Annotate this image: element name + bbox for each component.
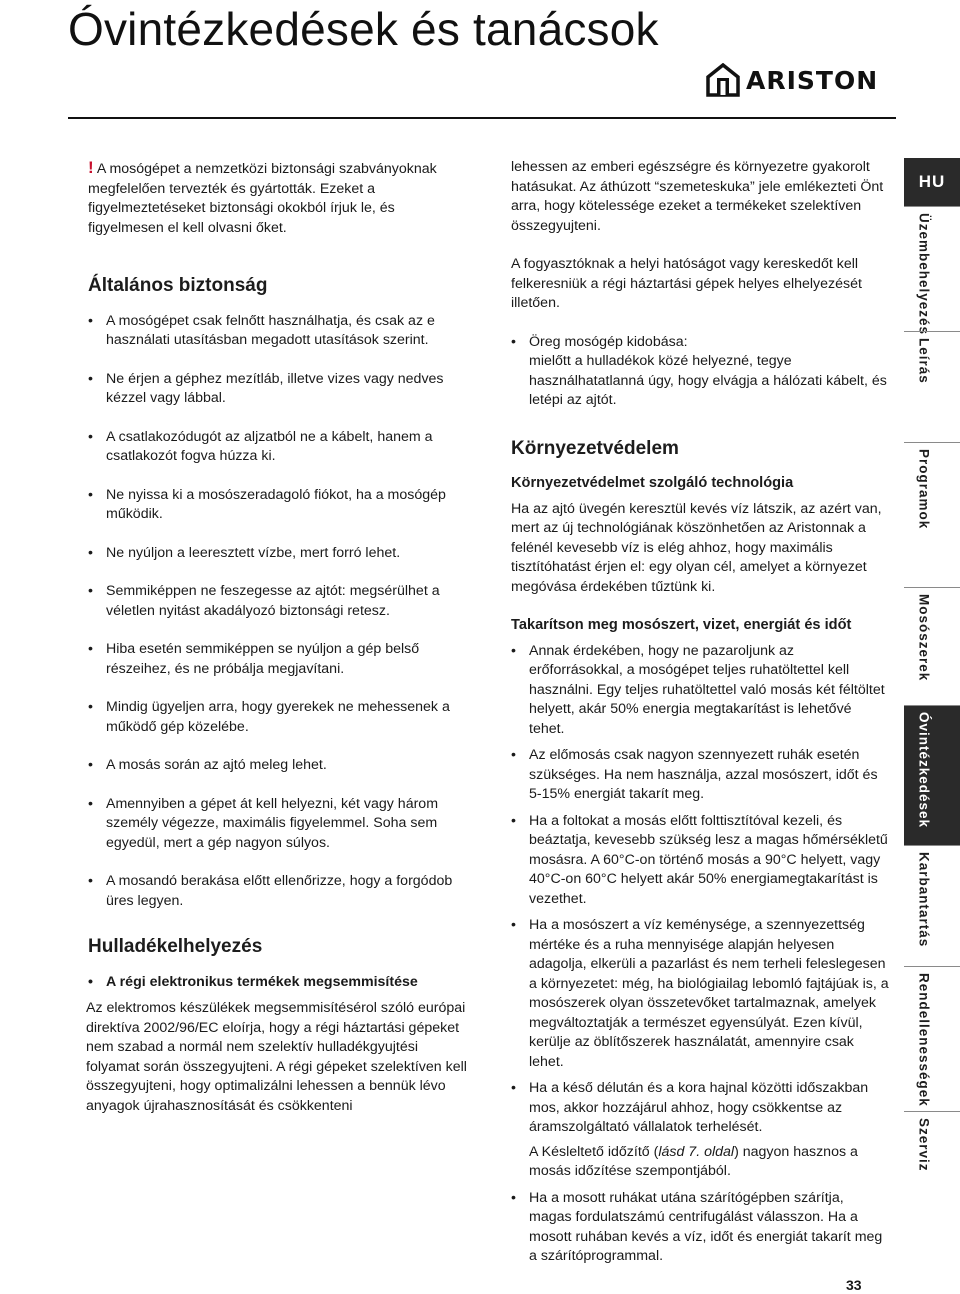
list-item: • Ne nyissa ki a mosószeradagoló fiókot, ha a mosógép működik. [88,486,470,525]
house-icon [706,63,740,97]
tab-uzembehelyezes[interactable]: Üzembehelyezés [904,206,960,332]
tab-programok[interactable]: Programok [904,442,960,587]
tab-leiras[interactable]: Leírás [904,331,960,442]
list-item: • Semmiképpen ne feszegesse az ajtót: megsérülhet a véletlen nyitást akadályozó biztonsági retesz. [88,582,470,621]
technology-text: Ha az ajtó üvegén keresztül kevés víz látszik, az azért van, mert az új technológiának köszönhetően az Aristonnak a felénél kevesebb víz is elég ahhoz, hogy maximális tisztítóhatást érjen el: egy olyan cél, amelyet a környezet megóvása érdekében tűztünk ki. [511,500,882,595]
warning-mark: ! [88,158,94,177]
left-column [88,158,470,1116]
list-item: • Mindig ügyeljen arra, hogy gyerekek ne mehessenek a működő gép közelébe. [88,698,470,737]
section-tabs [904,158,960,1222]
list-item: • Ha a mosott ruhákat utána szárítógépben szárítja, magas fordulatszámú centrifugálást válasszon. Ha a mosott ruhában kevés a víz, időt és energiát takarít meg a szárítóprogrammal. [511,1189,889,1267]
right-column [511,158,889,1274]
disposal-text: Az elektromos készülékek megsemmisítésérol szóló európai direktíva 2002/96/EC eloírja, hogy a régi háztartási gépeket nem szabad a normál nem szelektív hulladékgyujtési folyamat során összegyujteni. A régi gépeket szelektíven kell összegyujteni, hogy optimalizálni lehessen a bennük lévo anyagok újrahasznosítását és csökkenteni [86,1000,467,1114]
continuation-text: lehessen az emberi egészségre és környezetre gyakorolt hatásukat. Az áthúzott “szemeteskuka” jele emlékezteti Önt arra, hogy kötelessége ezeket a termékeket szelektíven összegyujteni. [511,159,884,234]
save-list [511,642,889,1138]
list-item: • Ha a késő délután és a kora hajnal közötti időszakban mos, akkor hozzájárul ahhoz, hogy csökkentse az áramszolgáltató vállalatok terhelését. [511,1079,889,1138]
old-machine-text: mielőtt a hulladékok közé helyezné, tegye használhatatlanná úgy, hogy elvágja a hálózati kábelt, és letépi az ajtót. [529,353,887,408]
disposal-heading: Hulladékelhelyezés [88,936,263,957]
list-item: • A mosógépet csak felnőtt használhatja, és csak az e használati utasításban megadott utasítások szerint. [88,312,470,351]
list-item: • Ha a foltokat a mosás előtt folttisztítóval kezeli, és beáztatja, kevesebb szükség lesz a magas hőmérsékletű mosásra. A 60°C-on történő mosás a 90°C helyett, vagy 40°C-on 60°C helyett akár 50% energiamegtakarítást is vezethet. [511,812,889,910]
page-title: Óvintézkedések és tanácsok [68,3,659,55]
consumer-text: A fogyasztóknak a helyi hatóságot vagy kereskedőt kell felkeresniük a régi háztartási gépek helyes elhelyezését illetően. [511,256,862,311]
disposal-list [88,973,470,993]
intro-text: A mosógépet a nemzetközi biztonsági szabványoknak megfelelően tervezték és gyártották. Ezeket a figyelmeztetéseket biztonsági okokból írjuk le, és figyelmesen el kell olvasni őket. [88,161,437,236]
tab-rendellenessegek[interactable]: Rendellenességek [904,966,960,1111]
list-item: • A mosás során az ajtó meleg lehet. [88,756,470,776]
language-tab[interactable]: HU [904,158,960,206]
list-item: • Az előmosás csak nagyon szennyezett ruhák esetén szükséges. Ha nem használja, azzal mosószert, időt és 5-15% energiát takarít meg. [511,746,889,805]
list-item: • Hiba esetén semmiképpen se nyúljon a gép belső részeihez, és ne próbálja megjavítani. [88,640,470,679]
disposal-item-title: • A régi elektronikus termékek megsemmisítése [88,973,470,993]
list-item [511,333,889,411]
delay-timer-text: A Késleltető időzítő (lásd 7. oldal) nagyon hasznos a mosás időzítése szempontjából. [529,1143,858,1179]
list-item: • Ne nyúljon a leeresztett vízbe, mert forró lehet. [88,544,470,564]
tab-karbantartas[interactable]: Karbantartás [904,845,960,966]
header-rule [68,117,896,119]
tab-ovintezkedesek[interactable]: Óvintézkedések [904,705,960,845]
save-subheading: Takarítson meg mosószert, vizet, energiát és időt [511,617,852,633]
list-item: • A mosandó berakása előtt ellenőrizze, hogy a forgódob üres legyen. [88,872,470,911]
list-item: • A csatlakozódugót az aljzatból ne a kábelt, hanem a csatlakozót fogva húzza ki. [88,428,470,467]
safety-heading: Általános biztonság [88,275,268,296]
list-item: • Annak érdekében, hogy ne pazaroljunk az erőforrásokkal, a mosógépet teljes ruhatöltettel kell használni. Egy teljes ruhatöltettel való mosás két féltöltet helyett, akár 50% energia megtakarítást is lehetővé tehet. [511,642,889,740]
ariston-logo [706,62,896,98]
intro-paragraph [88,158,470,238]
list-item: • Amennyiben a gépet át kell helyezni, két vagy három személy végezze, maximális figyelemmel. Soha sem egyedül, mert a gép nagyon súlyos. [88,795,470,854]
page-number: 33 [846,1277,862,1293]
brand-name: ARISTON [746,65,879,95]
old-machine-label: Öreg mosógép kidobása: [529,333,688,350]
environment-heading: Környezetvédelem [511,437,679,459]
old-machine-list [511,333,889,411]
tab-szerviz[interactable]: Szerviz [904,1111,960,1222]
list-item: • Ne érjen a géphez mezítláb, illetve vizes vagy nedves kézzel vagy lábbal. [88,370,470,409]
tab-mososzerek[interactable]: Mosószerek [904,587,960,705]
page-reference: lásd 7. oldal [658,1143,735,1160]
dryer-list [511,1189,889,1267]
safety-list [88,312,470,912]
technology-subheading: Környezetvédelmet szolgáló technológia [511,475,794,491]
list-item: • Ha a mosószert a víz keménysége, a szennyezettség mértéke és a ruha mennyisége alapján helyesen adagolja, elkerüli a pazarlást és nem terheli feleslegesen a környezetet: még, ha biológiailag lebomló fajtájúak is, a mosószerek olyan összetevőket tartalmaznak, amelyek megváltoztatják a természet egyensúlyát. Ezen kívül, kerülje az öblítőszerek használatát, amennyire csak lehet. [511,916,889,1072]
